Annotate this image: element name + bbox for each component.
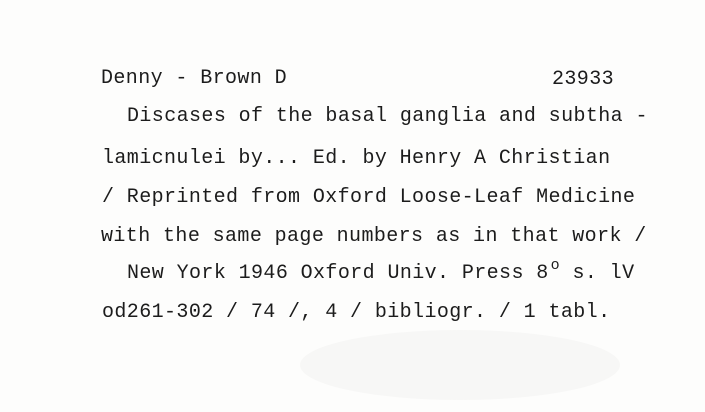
collation-line: od261-302 / 74 /, 4 / bibliogr. / 1 tabl. (102, 301, 611, 324)
author-name: Denny - Brown D (101, 67, 288, 90)
imprint-text: New York 1946 Oxford Univ. Press 8 (127, 262, 549, 285)
reprint-note-line-1: / Reprinted from Oxford Loose-Leaf Medicine (102, 186, 636, 209)
format-suffix: s. lV (560, 262, 635, 285)
format-superscript: o (550, 257, 561, 274)
accession-number: 23933 (552, 68, 615, 91)
reprint-note-line-2: with the same page numbers as in that work / (101, 225, 647, 248)
paper-smudge (300, 330, 620, 400)
title-line-2: lamicnulei by... Ed. by Henry A Christian (102, 147, 611, 170)
imprint-line (127, 257, 635, 287)
title-line-1: Discases of the basal ganglia and subtha - (127, 105, 648, 128)
